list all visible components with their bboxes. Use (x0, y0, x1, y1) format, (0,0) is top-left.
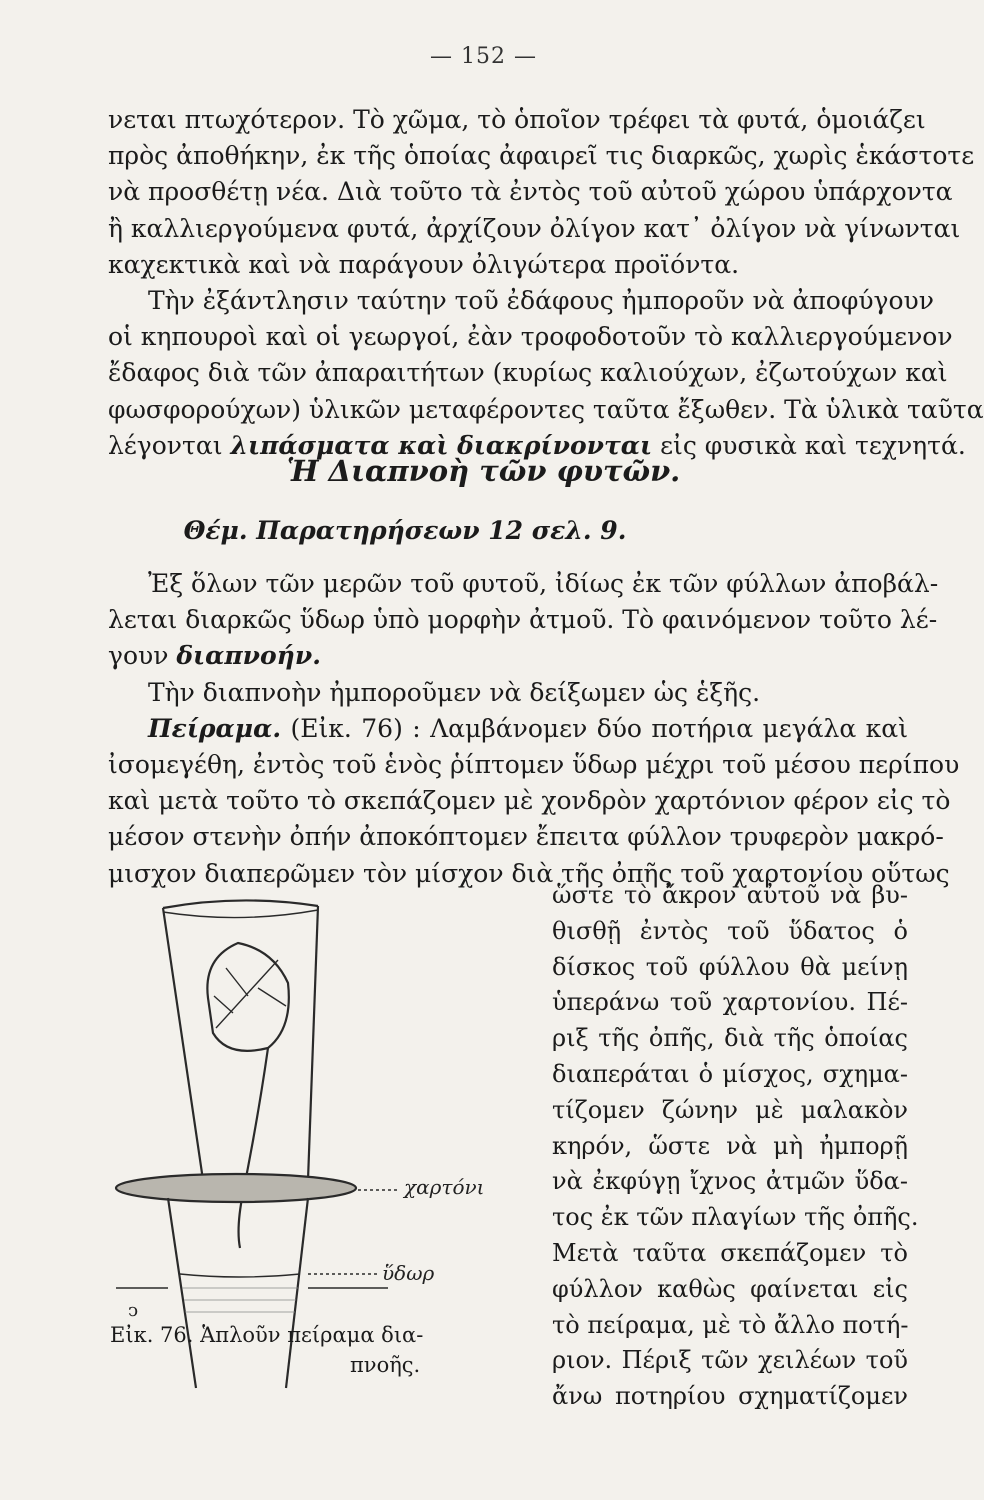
text-line: ὥστε τὸ ἄκρον αὐτοῦ νὰ βυ- (552, 881, 908, 909)
figure-transpiration-experiment (108, 888, 548, 1321)
text-block-top (108, 102, 984, 464)
text-block-middle (108, 566, 960, 892)
text-line: ἰσομεγέθη, ἐντὸς τοῦ ἑνὸς ῥίπτομεν ὕδωρ μέχρι τοῦ μέσου περίπου (108, 749, 960, 779)
text-line: μισχον διαπερῶμεν τὸν μίσχον διὰ τῆς ὀπῆς τοῦ χαρτονίου οὕτως (108, 858, 950, 888)
upper-glass-base (163, 900, 318, 908)
leaf-outline (207, 943, 288, 1051)
text-line: νεται πτωχότερον. Τὸ χῶμα, τὸ ὁποῖον τρέφει τὰ φυτά, ὁμοιάζει (108, 105, 926, 134)
text-line: θισθῇ ἐντὸς τοῦ ὕδατος ὁ (552, 916, 908, 945)
page-number: — 152 — (430, 44, 537, 69)
text-line: ὑπεράνω τοῦ χαρτονίου. Πέ- (552, 988, 908, 1017)
upper-glass-left-side (163, 908, 203, 1180)
text-span: λέγονται (108, 430, 231, 460)
emphasis-transpiration: διαπνοήν. (176, 641, 321, 671)
figure-caption (110, 1320, 510, 1380)
text-line: ἢ καλλιεργούμενα φυτά, ἀρχίζουν ὀλίγον κατ᾿ ὀλίγον νὰ γίνωνται (108, 213, 961, 243)
text-line: διαπεράται ὁ μίσχος, σχημα- (552, 1059, 908, 1088)
emphasis-fertilizers: λιπάσματα καὶ διακρίνονται (230, 430, 653, 460)
section-heading: Ἡ Διαπνοὴ τῶν φυτῶν. (286, 454, 681, 488)
text-line: ριξ τῆς ὀπῆς, διὰ τῆς ὁποίας (552, 1024, 908, 1053)
experiment-first-line (108, 711, 908, 747)
text-line: ριον. Πέριξ τῶν χειλέων τοῦ (552, 1346, 908, 1375)
figure-corner-mark: ↄ (128, 1300, 139, 1321)
text-span: (Εἰκ. 76) : Λαμβάνομεν δύο ποτήρια μεγάλα καὶ (281, 713, 908, 743)
text-column-right (552, 878, 919, 1415)
text-line: τος ἐκ τῶν πλαγίων τῆς ὀπῆς. (552, 1203, 919, 1232)
text-span: γουν (108, 641, 177, 671)
reference-note: Θέμ. Παρατηρήσεων 12 σελ. 9. (183, 516, 627, 545)
text-line: κηρόν, ὥστε νὰ μὴ ἠμπορῇ (552, 1131, 908, 1160)
text-line: Τὴν διαπνοὴν ἠμποροῦμεν νὰ δείξωμεν ὡς ἑξῆς. (148, 677, 761, 707)
figure-label-cardboard: χαρτόνι (404, 1175, 485, 1199)
text-line: νὰ ἐκφύγῃ ἴχνος ἀτμῶν ὕδα- (552, 1167, 908, 1196)
text-line: ἔδαφος διὰ τῶν ἀπαραιτήτων (κυρίως καλιούχων, ἐζωτούχων καὶ (108, 358, 948, 388)
text-line: νὰ προσθέτῃ νέα. Διὰ τοῦτο τὰ ἐντὸς τοῦ αὐτοῦ χώρου ὑπάρχοντα (108, 177, 953, 207)
text-line: λεται διαρκῶς ὕδωρ ὑπὸ μορφὴν ἀτμοῦ. Τὸ φαινόμενον τοῦτο λέ- (108, 605, 938, 635)
text-line: καὶ μετὰ τοῦτο τὸ σκεπάζομεν μὲ χονδρὸν χαρτόνιον φέρον εἰς τὸ (108, 786, 951, 816)
text-line: ἄνω ποτηρίου σχηματίζομεν (552, 1382, 908, 1411)
text-line: οἱ κηπουροὶ καὶ οἱ γεωργοί, ἐὰν τροφοδοτοῦν τὸ καλλιεργούμενον (108, 322, 953, 352)
upper-glass-right-side (308, 906, 318, 1180)
text-line: καχεκτικὰ καὶ νὰ παράγουν ὀλιγώτερα προϊόντα. (108, 249, 740, 279)
text-line: τίζομεν ζώνην μὲ μαλακὸν (552, 1095, 908, 1124)
text-line: πρὸς ἀποθήκην, ἐκ τῆς ὁποίας ἀφαιρεῖ τις διαρκῶς, χωρὶς ἑκάστοτε (108, 141, 975, 171)
cardboard-disc (116, 1174, 356, 1202)
caption-line: πνοῆς. (350, 1353, 421, 1377)
text-line: μέσον στενὴν ὀπήν ἀποκόπτομεν ἔπειτα φύλλον τρυφερὸν μακρό- (108, 822, 944, 852)
experiment-label: Πείραμα. (148, 713, 282, 743)
text-line: φωσφορούχων) ὑλικῶν μεταφέροντες ταῦτα ἔξωθεν. Τὰ ὑλικὰ ταῦτα (108, 394, 984, 424)
text-line: φύλλον καθὼς φαίνεται εἰς (552, 1274, 908, 1303)
figure-label-water: ὕδωρ (382, 1261, 435, 1285)
text-line: τὸ πείραμα, μὲ τὸ ἄλλο ποτή- (552, 1310, 909, 1339)
text-line: Τὴν ἐξάντλησιν ταύτην τοῦ ἐδάφους ἠμποροῦν νὰ ἀποφύγουν (148, 285, 934, 315)
text-line: δίσκος τοῦ φύλλου θὰ μείνῃ (552, 952, 908, 981)
text-line: Μετὰ ταῦτα σκεπάζομεν τὸ (552, 1238, 908, 1267)
caption-line: Εἰκ. 76. Ἁπλοῦν πείραμα δια- (110, 1323, 424, 1347)
text-line-with-emphasis (108, 638, 908, 674)
leaf-stalk (239, 1048, 268, 1248)
text-line: Ἐξ ὅλων τῶν μερῶν τοῦ φυτοῦ, ἰδίως ἐκ τῶν φύλλων ἀποβάλ- (148, 569, 939, 598)
text-span: εἰς φυσικὰ καὶ τεχνητά. (652, 430, 966, 460)
